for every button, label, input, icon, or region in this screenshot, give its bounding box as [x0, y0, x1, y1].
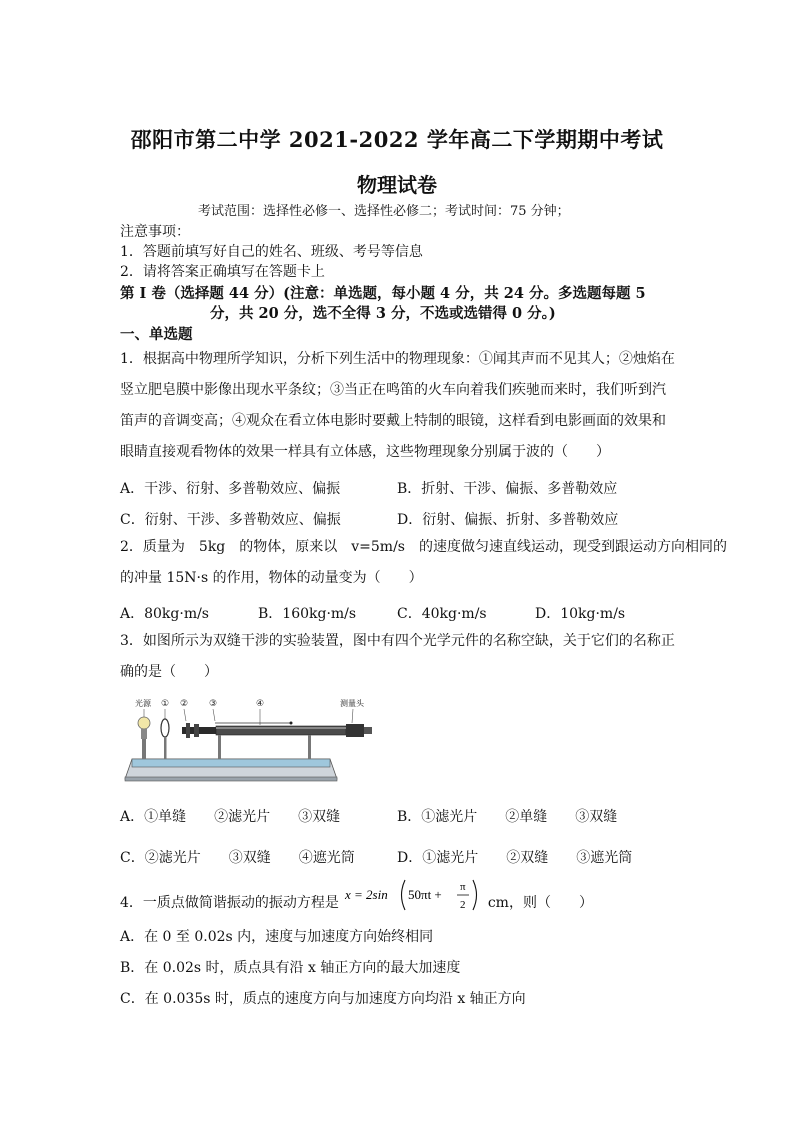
q4-option-c: C．在 0.035s 时，质点的速度方向与加速度方向均沿 x 轴正方向 — [120, 991, 526, 1007]
eq-x: x = 2sin — [345, 887, 389, 902]
q2-option-c: C．40kg·m/s — [397, 606, 487, 622]
question-1-line: 竖立肥皂膜中影像出现水平条纹；③当正在鸣笛的火车向着我们疾驰而来时，我们听到汽 — [120, 382, 666, 398]
q4-option-a: A．在 0 至 0.02s 内，速度与加速度方向始终相同 — [120, 929, 434, 945]
section-instructions: 第 I 卷（选择题 44 分）(注意：单选题，每小题 4 分，共 24 分。多选题每题 5 — [120, 285, 646, 302]
q1-option-b: B．折射、干涉、偏振、多普勒效应 — [397, 481, 618, 497]
part-heading: 一、单选题 — [120, 326, 193, 343]
double-slit-apparatus-figure — [120, 693, 395, 785]
question-2-line: 2．质量为 5kg 的物体，原来以 v=5m/s 的速度做匀速直线运动，现受到跟运动方向相同的 — [120, 539, 727, 555]
question-2-line: 的冲量 15N·s 的作用，物体的动量变为（ ） — [120, 570, 423, 586]
figure-label-3: ③ — [209, 699, 218, 709]
q1-option-d: D．衍射、偏振、折射、多普勒效应 — [397, 512, 619, 528]
q4-option-b: B．在 0.02s 时，质点具有沿 x 轴正方向的最大加速度 — [120, 960, 461, 976]
q2-option-d: D．10kg·m/s — [535, 606, 626, 622]
q1-option-a: A．干涉、衍射、多普勒效应、偏振 — [120, 481, 341, 497]
section-instructions-cont: 分，共 20 分，选不全得 3 分，不选或选错得 0 分。) — [210, 305, 556, 322]
exam-title: 邵阳市第二中学 2021-2022 学年高二下学期期中考试 — [130, 127, 664, 152]
q3-option-b: B．①滤光片 ②单缝 ③双缝 — [397, 809, 618, 825]
figure-label-source: 光源 — [135, 699, 151, 708]
eq-numerator: π — [460, 881, 466, 893]
q3-option-d: D．①滤光片 ②双缝 ③遮光筒 — [397, 850, 633, 866]
q4-equation — [343, 876, 483, 930]
notes-heading: 注意事项： — [120, 224, 190, 240]
question-1-line: 笛声的音调变高；④观众在看立体电影时要戴上特制的眼镜，这样看到电影画面的效果和 — [120, 413, 666, 429]
q2-option-b: B．160kg·m/s — [258, 606, 357, 622]
question-1-line: 1．根据高中物理所学知识，分析下列生活中的物理现象：①闻其声而不见其人；②烛焰在 — [120, 351, 675, 367]
q3-option-a: A．①单缝 ②滤光片 ③双缝 — [120, 809, 341, 825]
exam-info: 考试范围：选择性必修一、选择性必修二；考试时间：75 分钟； — [198, 204, 570, 219]
q4-suffix: cm，则（ ） — [487, 895, 593, 911]
figure-label-1: ① — [161, 699, 170, 709]
q1-option-c: C．衍射、干涉、多普勒效应、偏振 — [120, 512, 341, 528]
question-3-line: 3．如图所示为双缝干涉的实验装置，图中有四个光学元件的名称空缺，关于它们的名称正 — [120, 633, 675, 649]
figure-label-4: ④ — [256, 699, 265, 709]
q2-option-a: A．80kg·m/s — [120, 606, 209, 622]
q3-option-c: C．②滤光片 ③双缝 ④遮光筒 — [120, 850, 355, 866]
q4-prefix: 4．一质点做简谐振动的振动方程是 — [120, 895, 339, 911]
eq-denominator: 2 — [460, 899, 466, 911]
figure-label-2: ② — [180, 699, 189, 709]
question-4-line — [120, 876, 593, 930]
question-1-line: 眼睛直接观看物体的效果一样具有立体感，这些物理现象分别属于波的（ ） — [120, 444, 610, 460]
note-item: 1．答题前填写好自己的姓名、班级、考号等信息 — [120, 244, 423, 260]
note-item: 2．请将答案正确填写在答题卡上 — [120, 264, 325, 280]
eq-inner: 50πt + — [408, 887, 443, 902]
figure-label-head: 测量头 — [340, 699, 364, 708]
question-3-line: 确的是（ ） — [120, 664, 218, 680]
exam-subtitle: 物理试卷 — [357, 173, 437, 197]
